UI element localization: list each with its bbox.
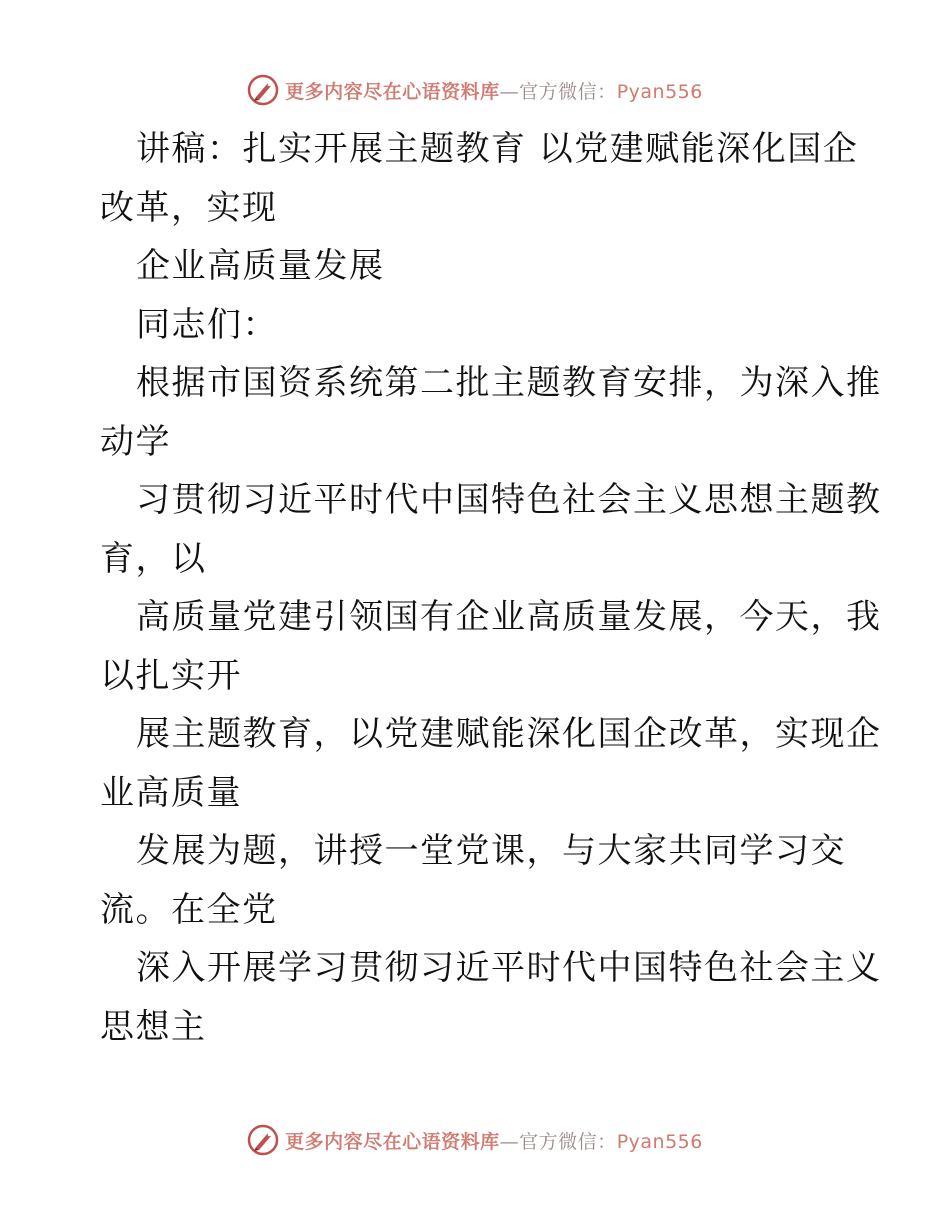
watermark-brand: 更多内容尽在心语资料库	[285, 1130, 500, 1153]
watermark-separator: —	[499, 80, 520, 103]
document-line: 育，以	[100, 538, 207, 579]
watermark-wechat-id: Pyan556	[616, 1130, 703, 1153]
document-line: 动学	[100, 421, 171, 462]
document-line: 流。在全党	[100, 889, 278, 930]
watermark-separator: —	[499, 1130, 520, 1153]
document-line: 习贯彻习近平时代中国特色社会主义思想主题教	[136, 480, 882, 520]
document-line: 展主题教育，以党建赋能深化国企改革，实现企	[136, 714, 882, 754]
document-line: 思想主	[100, 1006, 207, 1047]
document-line: 深入开展学习贯彻习近平时代中国特色社会主义	[136, 948, 882, 988]
document-line: 同志们：	[136, 304, 278, 345]
watermark-wechat-label: 官方微信：	[519, 80, 617, 103]
watermark-wechat-label: 官方微信：	[519, 1130, 617, 1153]
document-line: 高质量党建引领国有企业高质量发展，今天，我	[136, 597, 882, 637]
document-line: 发展为题，讲授一堂党课，与大家共同学习交	[136, 831, 846, 871]
watermark-text	[285, 1127, 703, 1154]
document-line: 以扎实开	[100, 655, 242, 696]
document-body	[100, 120, 882, 1056]
document-line: 业高质量	[100, 772, 242, 813]
header-watermark	[0, 70, 950, 110]
footer-watermark	[0, 1120, 950, 1160]
document-line: 根据市国资系统第二批主题教育安排，为深入推	[136, 363, 882, 403]
watermark-brand: 更多内容尽在心语资料库	[285, 80, 500, 103]
watermark-text	[285, 77, 703, 104]
document-line: 企业高质量发展	[136, 246, 385, 286]
document-line: 改革，实现	[100, 187, 278, 228]
pen-logo-icon	[247, 74, 279, 106]
document-line: 讲稿：扎实开展主题教育 以党建赋能深化国企	[136, 129, 859, 169]
pen-logo-icon	[247, 1124, 279, 1156]
watermark-wechat-id: Pyan556	[616, 80, 703, 103]
